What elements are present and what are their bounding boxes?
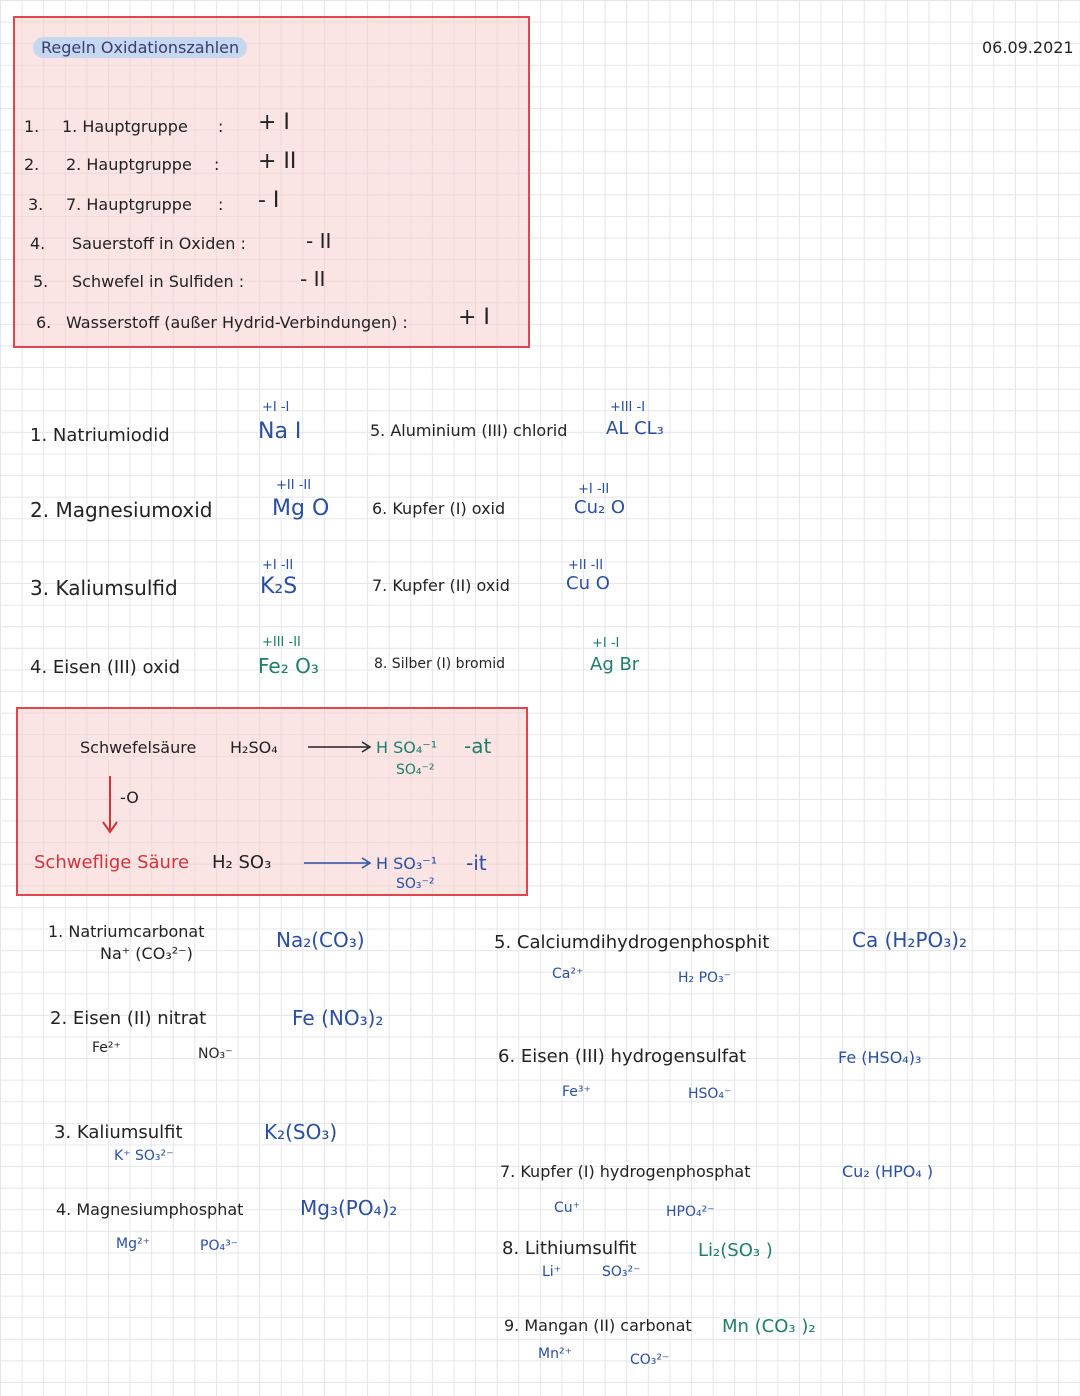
salt-cation: Mn²⁺ bbox=[538, 1346, 572, 1362]
rule-value: - II bbox=[306, 229, 332, 253]
compound-name: 3. Kaliumsulfid bbox=[30, 576, 178, 600]
rule-sep: : bbox=[214, 155, 220, 174]
sulfuric-ion-1: H SO₄⁻¹ bbox=[376, 738, 438, 757]
compound-formula: K₂S bbox=[260, 574, 298, 599]
salt-name: 7. Kupfer (I) hydrogenphosphat bbox=[500, 1162, 751, 1181]
salt-formula: K₂(SO₃) bbox=[264, 1120, 338, 1144]
sulfurous-suffix: -it bbox=[466, 851, 487, 875]
rule-text: Schwefel in Sulfiden : bbox=[72, 272, 245, 291]
rule-text: 2. Hauptgruppe bbox=[66, 155, 192, 174]
salt-name: 2. Eisen (II) nitrat bbox=[50, 1008, 207, 1029]
sulfurous-ion-1: H SO₃⁻¹ bbox=[376, 854, 438, 873]
sulfuric-suffix: -at bbox=[464, 734, 492, 758]
oxidation-numbers: +II -II bbox=[276, 478, 312, 493]
oxidation-numbers: +II -II bbox=[568, 558, 604, 573]
compound-name: 7. Kupfer (II) oxid bbox=[372, 576, 510, 595]
oxidation-numbers: +I -II bbox=[262, 558, 294, 573]
compound-formula: Mg O bbox=[272, 496, 330, 521]
minus-oxygen-label: -O bbox=[120, 788, 139, 807]
oxidation-numbers: +III -I bbox=[610, 400, 646, 415]
compound-formula: AL CL₃ bbox=[606, 418, 664, 439]
salt-formula: Fe (NO₃)₂ bbox=[292, 1006, 384, 1030]
salt-formula: Na₂(CO₃) bbox=[276, 928, 365, 952]
rule-text: Wasserstoff (außer Hydrid-Verbindungen) : bbox=[66, 313, 408, 332]
rule-text: 1. Hauptgruppe bbox=[62, 117, 188, 136]
salt-cation: Mg²⁺ bbox=[116, 1236, 150, 1252]
salt-formula: Mg₃(PO₄)₂ bbox=[300, 1196, 398, 1220]
salt-anion: H₂ PO₃⁻ bbox=[678, 970, 732, 986]
rule-text: Sauerstoff in Oxiden : bbox=[72, 234, 246, 253]
salt-anion: HSO₄⁻ bbox=[688, 1086, 732, 1102]
sulfurous-acid-formula: H₂ SO₃ bbox=[212, 852, 272, 873]
salt-anion: NO₃⁻ bbox=[198, 1046, 233, 1062]
sulfuric-acid-name: Schwefelsäure bbox=[80, 738, 197, 757]
salt-anion: SO₃²⁻ bbox=[602, 1264, 641, 1280]
salt-cation: Li⁺ bbox=[542, 1264, 562, 1280]
salt-name: 6. Eisen (III) hydrogensulfat bbox=[498, 1046, 747, 1067]
salt-formula: Ca (H₂PO₃)₂ bbox=[852, 928, 968, 952]
compound-formula: Cu₂ O bbox=[574, 497, 626, 518]
salt-anion: CO₃²⁻ bbox=[630, 1352, 670, 1368]
rule-text: 7. Hauptgruppe bbox=[66, 195, 192, 214]
compound-formula: Ag Br bbox=[590, 654, 640, 675]
rule-number: 4. bbox=[30, 234, 46, 253]
rule-value: + I bbox=[458, 305, 490, 330]
salt-formula: Fe (HSO₄)₃ bbox=[838, 1048, 922, 1067]
rules-title: Regeln Oxidationszahlen bbox=[33, 38, 247, 57]
salt-cation: Fe²⁺ bbox=[92, 1040, 121, 1056]
rule-number: 5. bbox=[33, 272, 49, 291]
oxidation-numbers: +I -I bbox=[592, 636, 620, 651]
compound-name: 4. Eisen (III) oxid bbox=[30, 657, 181, 678]
sulfuric-acid-formula: H₂SO₄ bbox=[230, 738, 278, 757]
compound-name: 1. Natriumiodid bbox=[30, 425, 170, 446]
salt-name: 3. Kaliumsulfit bbox=[54, 1122, 183, 1143]
sulfurous-acid-name: Schweflige Säure bbox=[34, 852, 190, 873]
rule-sep: : bbox=[218, 195, 224, 214]
sulfurous-ion-2: SO₃⁻² bbox=[396, 876, 435, 892]
compound-formula: Fe₂ O₃ bbox=[258, 654, 319, 678]
salt-anion: HPO₄²⁻ bbox=[666, 1204, 715, 1220]
rule-sep: : bbox=[218, 117, 224, 136]
rule-number: 6. bbox=[36, 313, 52, 332]
arrow-right-icon bbox=[302, 856, 376, 870]
compound-name: 8. Silber (I) bromid bbox=[374, 656, 505, 672]
compound-formula: Cu O bbox=[566, 573, 610, 594]
salt-cation: Ca²⁺ bbox=[552, 966, 584, 982]
salt-name: 1. Natriumcarbonat bbox=[48, 922, 205, 941]
salt-name: 9. Mangan (II) carbonat bbox=[504, 1316, 692, 1335]
arrow-right-icon bbox=[306, 740, 376, 754]
rule-value: - II bbox=[300, 267, 326, 291]
salt-formula: Mn (CO₃ )₂ bbox=[722, 1316, 816, 1337]
salt-name: 5. Calciumdihydrogenphosphit bbox=[494, 932, 770, 953]
oxidation-numbers: +I -II bbox=[578, 482, 610, 497]
rule-number: 1. bbox=[24, 117, 40, 136]
date-label: 06.09.2021 bbox=[982, 38, 1074, 57]
salt-formula: Li₂(SO₃ ) bbox=[698, 1240, 773, 1261]
salt-ions: Na⁺ (CO₃²⁻) bbox=[100, 944, 193, 963]
rule-number: 2. bbox=[24, 155, 40, 174]
compound-name: 2. Magnesiumoxid bbox=[30, 498, 213, 522]
compound-name: 6. Kupfer (I) oxid bbox=[372, 499, 506, 518]
salt-formula: Cu₂ (HPO₄ ) bbox=[842, 1162, 934, 1181]
rules-box bbox=[13, 16, 530, 348]
oxidation-numbers: +III -II bbox=[262, 635, 301, 650]
rule-value: + II bbox=[258, 149, 297, 174]
salt-name: 8. Lithiumsulfit bbox=[502, 1238, 637, 1259]
salt-name: 4. Magnesiumphosphat bbox=[56, 1200, 244, 1219]
salt-cation: Cu⁺ bbox=[554, 1200, 581, 1216]
oxidation-numbers: +I -I bbox=[262, 400, 290, 415]
sulfuric-ion-2: SO₄⁻² bbox=[396, 762, 435, 778]
rule-value: - I bbox=[258, 188, 280, 213]
rule-number: 3. bbox=[28, 195, 44, 214]
salt-ions: K⁺ SO₃²⁻ bbox=[114, 1148, 174, 1164]
compound-formula: Na I bbox=[258, 419, 302, 444]
salt-anion: PO₄³⁻ bbox=[200, 1238, 239, 1254]
salt-cation: Fe³⁺ bbox=[562, 1084, 591, 1100]
rule-value: + I bbox=[258, 110, 290, 135]
compound-name: 5. Aluminium (III) chlorid bbox=[370, 421, 568, 440]
